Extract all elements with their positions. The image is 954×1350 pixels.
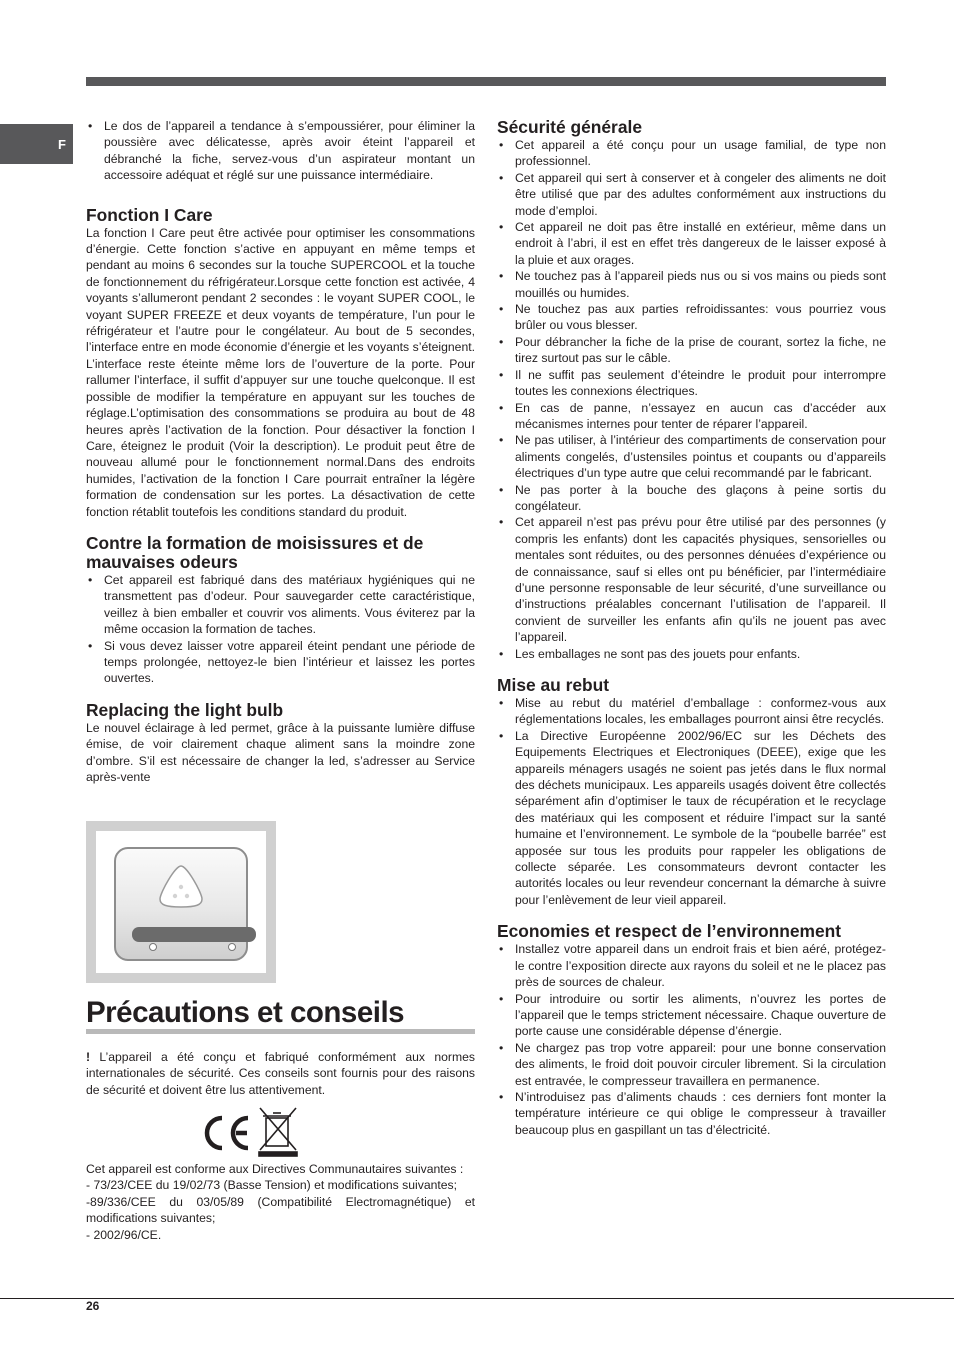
conformity-line: Cet appareil est conforme aux Directives Communautaires suivantes :	[86, 1162, 464, 1176]
conformity-line: - 73/23/CEE du 19/02/73 (Basse Tension) et modifications suivantes;	[86, 1178, 458, 1193]
list-item: • Ne pas porter à la bouche des glaçons à peine sortis du congélateur.	[497, 482, 886, 515]
figure-frame	[96, 831, 266, 973]
led-light-figure	[86, 821, 276, 983]
list-item: • En cas de panne, n’essayez en aucun cas d’accéder aux mécanismes internes pour tenter de réparer l’appareil.	[497, 400, 886, 433]
intro-bullet: • Le dos de l’appareil a tendance à s’empoussiérer, pour éliminer la poussière avec délicatesse, après avoir éteint l’appareil et débranché la fiche, servez-vous d’un aspirateur montant un accessoire adéquat et réglé sur une puissance intermédiaire.	[86, 118, 475, 184]
footer-rule	[0, 1298, 954, 1299]
conformity-line: -89/336/CEE du 03/05/89 (Compatibilité Electromagnétique) et modifications suivantes;	[86, 1194, 475, 1226]
disposal-heading: Mise au rebut	[497, 675, 610, 695]
warning-text: L’appareil a été conçu et fabriqué conformément aux normes internationales de sécurité. Ces conseils sont fournis pour des raisons de sécurité et doivent être lus attentivement.	[86, 1050, 476, 1097]
bulb-text: Le nouvel éclairage à led permet, grâce à la puissante lumière diffuse émise, de voir clairement chaque aliment sans la moindre zone d’ombre. S’il est nécessaire de changer la led, s’adresser au Service après-vente	[86, 720, 475, 784]
mould-list	[86, 572, 475, 687]
eco-list	[497, 941, 886, 1138]
list-item: • Il ne suffit pas seulement d’éteindre le produit pour interrompre toutes les connexions électriques.	[497, 367, 886, 400]
warning-paragraph	[86, 1049, 475, 1098]
safety-list	[497, 137, 886, 662]
led-icon	[156, 863, 206, 909]
bulb-heading: Replacing the light bulb	[86, 699, 284, 720]
list-item: • Si vous devez laisser votre appareil éteint pendant une période de temps prolongée, nettoyez-le bien l’intérieur et laissez les portes ouvertes.	[86, 638, 475, 687]
list-item: • La Directive Européenne 2002/96/EC sur les Déchets des Equipements Electriques et Electroniques (DEEE), exige que les appareils ménagers usagés ne soient pas jetés dans le flux normal des déchets municipaux. Les appareils usagés doivent être collectés séparément afin d’optimiser le taux de récupération et le recyclage des matériaux qui les composent et réduire l’impact sur la santé humaine et l’environnement. Le symbole de la “poubelle barrée” est apposée sur tous les produits pour rappeler les obligations de collecte séparée. Les consommateurs devront contacter les autorités locales ou leur revendeur concernant la démarche à suivre pour l’enlèvement de leur vieil appareil.	[497, 728, 886, 908]
list-item: • Ne touchez pas aux parties refroidissantes: vous pourriez vous brûler ou vous blesser.	[497, 301, 886, 334]
disposal-list	[497, 695, 886, 908]
compliance-marks	[200, 1104, 300, 1159]
list-item: • Mise au rebut du matériel d’emballage : conformez-vous aux réglementations locales, les emballages pourront ainsi être recyclés.	[497, 695, 886, 728]
page-number: 26	[86, 1299, 100, 1313]
language-tab: F	[0, 124, 73, 164]
warning-icon: !	[86, 1050, 91, 1064]
led-lamp-cover	[114, 847, 248, 961]
conformity-line: - 2002/96/CE.	[86, 1227, 162, 1242]
list-item: • Cet appareil a été conçu pour un usage familial, de type non professionnel.	[497, 137, 886, 170]
list-item: • Cet appareil qui sert à conserver et à congeler des aliments ne doit être utilisé que par des adultes conformément aux instructions du mode d’emploi.	[497, 170, 886, 219]
list-item: • Les emballages ne sont pas des jouets pour enfants.	[497, 646, 886, 662]
lamp-bar	[132, 927, 256, 942]
weee-bin-icon	[259, 1108, 297, 1156]
list-item: • Cet appareil ne doit pas être installé en extérieur, même dans un endroit à l’abri, il est en effet très dangereux de le laisser exposé à la pluie et aux orages.	[497, 219, 886, 268]
conformity-text	[86, 1161, 475, 1243]
icare-heading: Fonction I Care	[86, 204, 213, 225]
list-item: • Ne touchez pas à l’appareil pieds nus ou si vos mains ou pieds sont mouillés ou humides.	[497, 268, 886, 301]
eco-heading: Economies et respect de l’environnement	[497, 921, 842, 942]
safety-heading: Sécurité générale	[497, 117, 642, 137]
right-column	[497, 118, 886, 1138]
lamp-clip-left	[149, 943, 157, 951]
list-item: • Cet appareil est fabriqué dans des matériaux hygiéniques qui ne transmettent pas d’odeur. Pour sauvegarder cette caractéristique, veillez à bien emballer et couvrir vos aliments. Vous éviterez par la même occasion la formation de taches.	[86, 572, 475, 638]
list-item: • N’introduisez pas d’aliments chauds : ces derniers font monter la température intérieure ce qui oblige le compresseur à travailler beaucoup plus en gaspillant un tas d’électricité.	[497, 1089, 886, 1138]
list-item: • Ne chargez pas trop votre appareil: pour une bonne conservation des aliments, le froid doit pouvoir circuler librement. Si la circulation est entravée, le compresseur travaillera en permanence.	[497, 1040, 886, 1089]
icare-text: La fonction I Care peut être activée pour optimiser les consommations d’énergie. Cette fonction s’active en appuyant en même temps et pendant au moins 6 secondes sur la touche SUPERCOOL et la touche de fonctionnement du réfrigérateur.Lorsque cette fonction est activée, 4 voyants s’allumeront pendant 2 secondes : le voyant SUPER COOL, le voyant SUPER FREEZE et deux voyants de température, l’un pour le réfrigérateur et l’autre pour le congélateur. Au bout de 5 secondes, l’interface entre en mode économie d’énergie et les voyants s’éteignent. L’interface reste éteinte même lors de l’ouverture de la porte. Pour rallumer l’interface, il suffit d’appuyer sur une touche quelconque. Il est possible de modifier la température en appuyant sur les touches de réglage.L’optimisation des consommations se produira au bout de 48 heures après l’activation de la fonction. Pour désactiver la fonction I Care, éteignez le produit (Voir la description). Le produit peut être de nouveau allumé pour le fonctionnement normal.Dans des endroits humides, l’activation de la fonction I Care pourrait entraîner la légère formation de condensation sur les portes. La désactivation de cette fonction rétablit toutefois les conditions standard du produit.	[86, 225, 475, 519]
page-title: Précautions et conseils	[86, 996, 405, 1029]
header-bar	[86, 77, 886, 86]
list-item: • Cet appareil n’est pas prévu pour être utilisé par des personnes (y compris les enfants) dont les capacités physiques, sensorielles ou mentales sont réduites, ou des personnes dénuées d’expérience ou de connaissance, sauf si elles ont pu bénéficier, par l’intermédiaire d’une personne responsable de leur sécurité, d’une surveillance ou d’instructions préalables concernant l’utilisation de l’appareil. Il convient de surveiller les enfants afin qu’ils ne jouent pas avec l’appareil.	[497, 514, 886, 645]
mould-heading: Contre la formation de moisissures et de mauvaises odeurs	[86, 532, 424, 572]
list-item: • Ne pas utiliser, à l’intérieur des compartiments de conservation pour aliments congelés, d’ustensiles pointus et coupants ou d’appareils électriques d’un type autre que celui recommandé par le fabricant.	[497, 432, 886, 481]
ce-mark-icon	[207, 1118, 248, 1148]
list-item: • Pour débrancher la fiche de la prise de courant, sortez la fiche, ne tirez surtout pas sur le câble.	[497, 334, 886, 367]
intro-list	[86, 118, 475, 184]
left-column	[86, 118, 475, 785]
title-underline	[86, 1029, 475, 1034]
list-item: • Pour introduire ou sortir les aliments, n’ouvrez les portes de l’appareil que le temps strictement nécessaire. Chaque ouverture de porte cause une considérable dépense d’énergie.	[497, 991, 886, 1040]
lamp-clip-right	[228, 943, 236, 951]
list-item: • Installez votre appareil dans un endroit frais et bien aéré, protégez-le contre l’exposition directe aux rayons du soleil et ne le placez pas près de sources de chaleur.	[497, 941, 886, 990]
